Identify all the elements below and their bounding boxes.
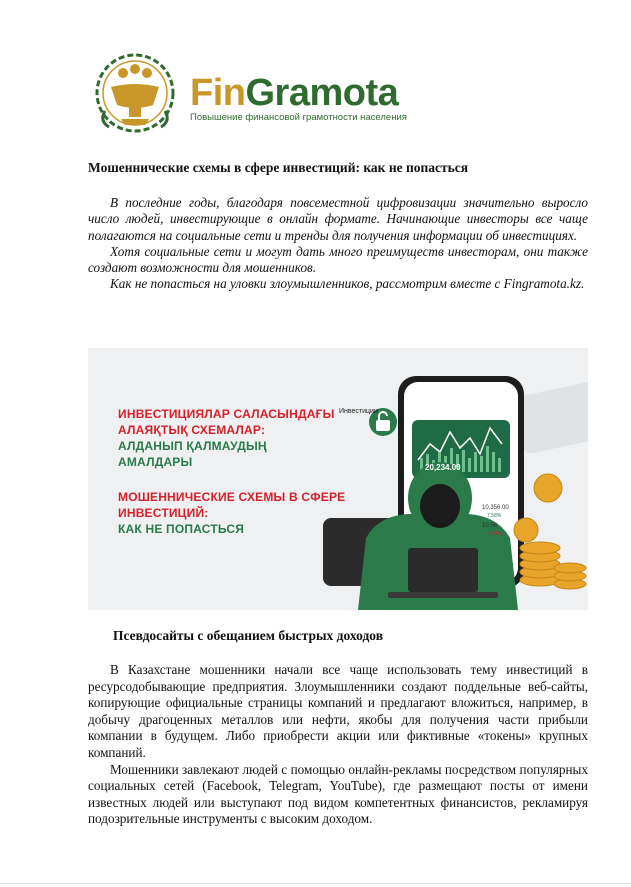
article-title: Мошеннические схемы в сфере инвестиций: как не попасться (88, 160, 469, 175)
phone-change: 7.58% (487, 513, 502, 519)
banner-line: ИНВЕСТИЦИЯЛАР САЛАСЫНДАҒЫ (118, 407, 335, 421)
banner-line: ИНВЕСТИЦИЙ: (118, 506, 209, 520)
page-divider (0, 883, 631, 884)
intro-paragraph: В последние годы, благодаря повсеместной цифровизации значительно выросло число людей, инвестирующие в онлайн формате. Начинающие инвесторы все чаще полагаются на социальные сети и тренды для получения информации об инвестициях. (88, 195, 588, 243)
article-banner-image (88, 348, 588, 610)
banner-kz-headline (118, 406, 335, 470)
banner-ru-headline (118, 489, 345, 537)
brand-fin: Fin (190, 72, 246, 114)
bank-card-icon (513, 379, 588, 454)
body-paragraph: Мошенники завлекают людей с помощью онлайн-рекламы посредством популярных социальных сетей (Facebook, Telegram, YouTube), где размещают посты от имени известных людей или выступают под видом компетентных финансистов, рекламируя подозрительные инструменты с высоким доходом. (88, 761, 588, 827)
article-intro (88, 195, 588, 293)
brand-gramota: Gramota (245, 72, 399, 114)
banner-illustration (88, 348, 588, 610)
phone-value: 10,356.00 (482, 505, 509, 511)
banner-line: АЛАЯҚТЫҚ СХЕМАЛАР: (118, 423, 266, 437)
intro-paragraph: Хотя социальные сети и могут дать много преимуществ инвесторам, они также создают возможности для мошенников. (88, 243, 588, 276)
phone-value: 10,56 (482, 523, 498, 529)
banner-line: МОШЕННИЧЕСКИЕ СХЕМЫ В СФЕРЕ (118, 490, 346, 504)
banner-line: АМАЛДАРЫ (118, 455, 193, 469)
phone-balance: 20,234.00 (425, 463, 461, 472)
phone-screen-title: Инвестиции (339, 408, 378, 415)
article-body (88, 662, 588, 828)
body-paragraph: В Казахстане мошенники начали все чаще использовать тему инвестиций в ресурсодобывающие предприятия. Злоумышленники создают поддельные веб-сайты, копирующие официальные страницы компаний и предлагают вложиться, например, в добычу драгоценных металлов или нефти, якобы для получения части прибыли компании в будущем. Либо приобрести акции или фиктивные «токены» крупных компаний. (88, 662, 588, 760)
golden-bowl-emblem-icon (95, 51, 175, 139)
section-heading: Псевдосайты с обещанием быстрых доходов (113, 628, 383, 643)
phone-change: -6.28% (487, 531, 503, 537)
intro-paragraph: Как не попасться на уловки злоумышленников, рассмотрим вместе с Fingramota.kz. (110, 276, 585, 292)
brand-tagline: Повышение финансовой грамотности населения (190, 112, 407, 123)
banner-line: АЛДАНЫП ҚАЛМАУДЫҢ (118, 439, 267, 453)
banner-line: КАК НЕ ПОПАСТЬСЯ (118, 522, 245, 536)
laptop-icon (408, 548, 478, 592)
brand-logo (190, 74, 398, 112)
